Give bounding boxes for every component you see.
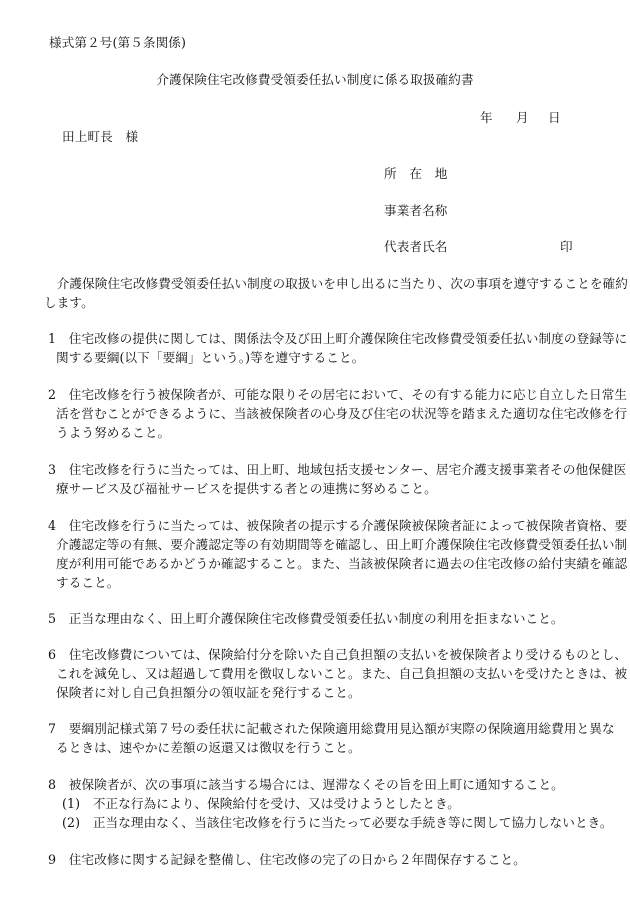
- item-7-line-1: 7 要綱別記様式第７号の委任状に記載された保険適用総費用見込額が実際の保険適用総費用と異な: [48, 721, 615, 736]
- item-3-line-1: 3 住宅改修を行うに当たっては、田上町、地域包括支援センター、居宅介護支援事業者その他保健医: [48, 462, 627, 477]
- address-label: 所 在 地: [384, 166, 448, 181]
- item-4-line-3: 度が利用可能であるかどうか確認すること。また、当該被保険者に過去の住宅改修の給付実績を確認: [56, 556, 628, 571]
- item-3-line-2: 療サービス及び福祉サービスを提供する者との連携に努めること。: [56, 481, 437, 496]
- form-number: 様式第２号(第５条関係): [49, 35, 186, 50]
- item-2-line-1: 2 住宅改修を行う被保険者が、可能な限りその居宅において、その有する能力に応じ自立した日常生: [48, 387, 628, 402]
- date-day-label: 日: [548, 110, 561, 125]
- item-4-line-4: すること。: [56, 575, 120, 590]
- item-7-line-2: るときは、速やかに差額の返還又は徴収を行うこと。: [56, 740, 361, 755]
- representative-name-label: 代表者氏名: [384, 239, 448, 254]
- item-6-line-1: 6 住宅改修費については、保険給付分を除いた自己負担額の支払いを被保険者より受けるものとし、: [48, 647, 628, 662]
- item-9-line-1: 9 住宅改修に関する記録を整備し、住宅改修の完了の日から２年間保存すること。: [48, 852, 526, 867]
- date-year-label: 年: [480, 110, 493, 125]
- intro-line-2: します。: [44, 295, 94, 310]
- date-month-label: 月: [516, 110, 529, 125]
- item-2-line-2: 活を営むことができるように、当該被保険者の心身及び住宅の状況等を踏まえた適切な住宅改修を行: [56, 406, 628, 421]
- item-5-line-1: 5 正当な理由なく、田上町介護保険住宅改修費受領委任払い制度の利用を拒まないこと。: [48, 611, 564, 626]
- intro-line-1: 介護保険住宅改修費受領委任払い制度の取扱いを申し出るに当たり、次の事項を遵守することを確約: [44, 276, 628, 291]
- document-title: 介護保険住宅改修費受領委任払い制度に係る取扱確約書: [156, 72, 474, 87]
- item-4-line-2: 介護認定等の有無、要介護認定等の有効期間等を確認し、田上町介護保険住宅改修費受領委任払い制: [56, 537, 628, 552]
- seal-label: 印: [560, 239, 573, 254]
- item-1-line-2: 関する要綱(以下「要綱」という。)等を遵守すること。: [56, 350, 365, 365]
- item-2-line-3: うよう努めること。: [56, 425, 171, 440]
- item-4-line-1: 4 住宅改修を行うに当たっては、被保険者の提示する介護保険被保険者証によって被保険者資格、要: [48, 518, 628, 533]
- item-8-subitem-2: (2) 正当な理由なく、当該住宅改修を行うに当たって必要な手続き等に関して協力しないとき。: [62, 815, 613, 830]
- item-8-line-1: 8 被保険者が、次の事項に該当する場合には、遅滞なくその旨を田上町に通知すること。: [48, 777, 564, 792]
- addressee: 田上町長 様: [62, 129, 139, 144]
- item-1-line-1: 1 住宅改修の提供に関しては、関係法令及び田上町介護保険住宅改修費受領委任払い制度の登録等に: [48, 331, 628, 346]
- item-8-subitem-1: (1) 不正な行為により、保険給付を受け、又は受けようとしたとき。: [62, 796, 460, 811]
- item-6-line-3: 保険者に対し自己負担額分の領収証を発行すること。: [56, 685, 361, 700]
- business-name-label: 事業者名称: [384, 203, 448, 218]
- item-6-line-2: これを減免し、又は超過して費用を徴収しないこと。また、自己負担額の支払いを受けたときは、被: [56, 666, 628, 681]
